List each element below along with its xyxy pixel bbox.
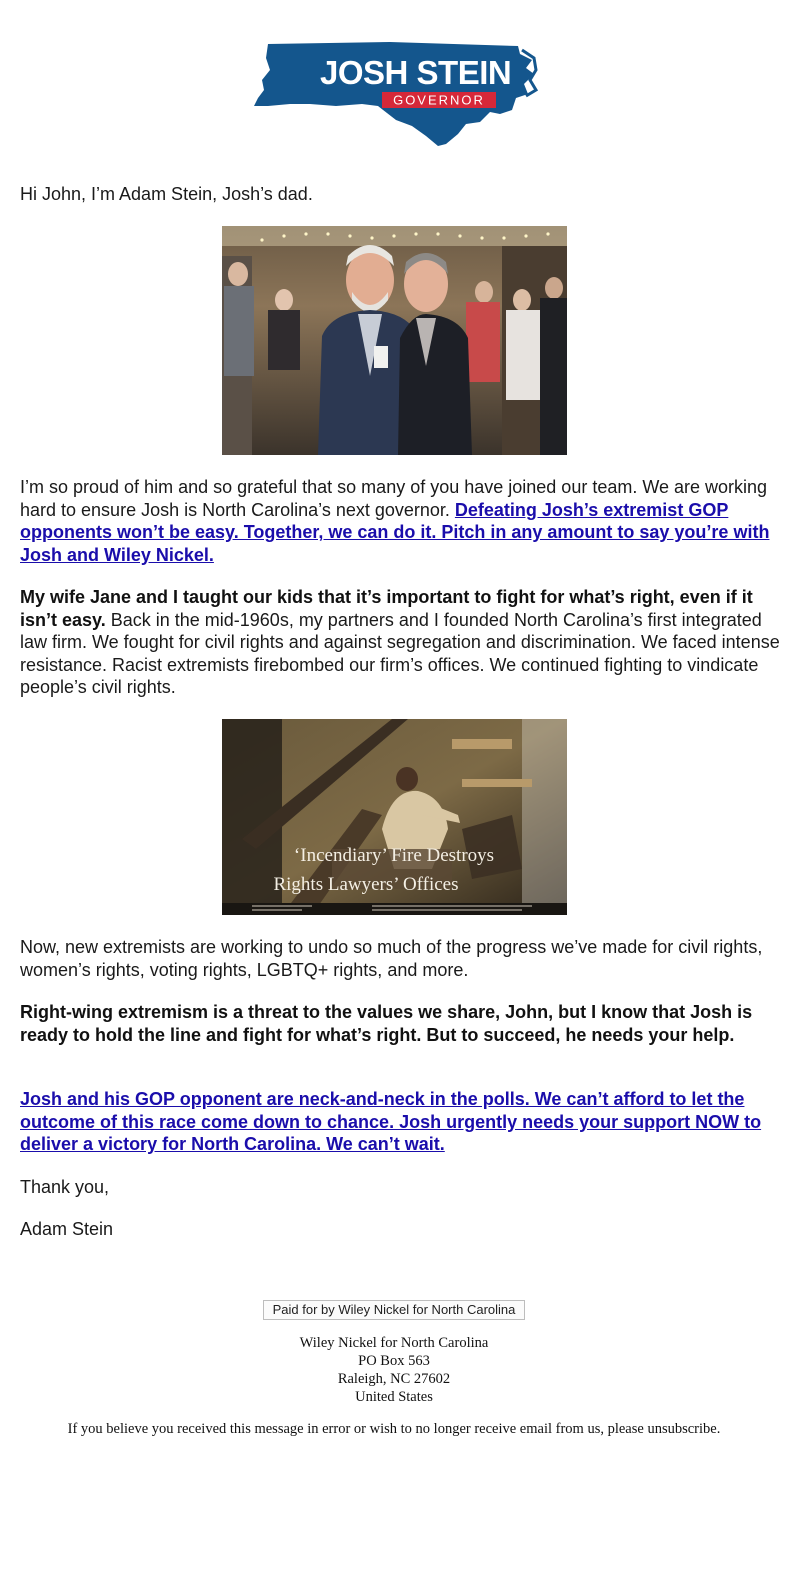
address-line-country: United States: [355, 1389, 433, 1405]
paid-for-disclaimer: Paid for by Wiley Nickel for North Carolina: [263, 1300, 525, 1320]
address-line-pobox: PO Box 563: [358, 1353, 430, 1369]
donate-link-defeating-opponents[interactable]: Defeating Josh’s extremist GOP opponents won’t be easy. Together, we can do it. Pitch in any amount to say you’re with Josh and Wiley Nickel.: [20, 499, 770, 565]
paragraph-threat: [20, 1001, 780, 1046]
newspaper-headline-line2: Rights Lawyers’ Offices: [273, 874, 459, 895]
greeting: Hi John, I’m Adam Stein, Josh’s dad.: [20, 184, 313, 204]
paragraph-new-extremists: Now, new extremists are working to undo so much of the progress we’ve made for civil rights, women’s rights, voting rights, LGBTQ+ rights, and more.: [20, 937, 763, 980]
address-line-org: Wiley Nickel for North Carolina: [299, 1335, 489, 1351]
campaign-logo[interactable]: [250, 40, 540, 150]
paragraph-urgent: [20, 1088, 780, 1156]
photo-josh-and-adam: [222, 226, 567, 455]
paragraph-history: [20, 586, 780, 699]
signature: Adam Stein: [20, 1219, 114, 1239]
unsubscribe-notice[interactable]: If you believe you received this message in error or wish to no longer receive email from us, please unsubscribe.: [67, 1421, 721, 1437]
newspaper-headline-line1: ‘Incendiary’ Fire Destroys: [293, 845, 495, 866]
logo-name-text: JOSH STEIN: [320, 54, 512, 91]
paragraph-intro: [20, 476, 780, 566]
paragraph-history-text: Back in the mid-1960s, my partners and I founded North Carolina’s first integrated law firm. We fought for civil rights and against segregation and discrimination. We faced intense resistance. Racist extremists firebombed our firm’s offices. We continued fighting to vindicate people’s civil rights.: [20, 609, 780, 698]
paragraph-threat-bold: Right-wing extremism is a threat to the values we share, John, but I know that Josh is ready to hold the line and fight for what’s right. But to succeed, he needs your help.: [20, 1002, 753, 1045]
address-line-city: Raleigh, NC 27602: [337, 1371, 451, 1387]
photo-firebombed-office: [222, 719, 567, 915]
paragraph-history-bold: My wife Jane and I taught our kids that it’s important to fight for what’s right, even if it isn’t easy.: [20, 587, 753, 630]
logo-office-text: GOVERNOR: [393, 92, 485, 108]
paragraph-intro-text: I’m so proud of him and so grateful that so many of you have joined our team. We are working hard to ensure Josh is North Carolina’s next governor.: [20, 477, 768, 520]
mailing-address: [0, 1334, 788, 1406]
donate-link-neck-and-neck[interactable]: Josh and his GOP opponent are neck-and-neck in the polls. We can’t afford to let the outcome of this race come down to chance. Josh urgently needs your support NOW to deliver a victory for North Carolina. We can’t wait.: [20, 1089, 762, 1155]
signoff: Thank you,: [20, 1177, 110, 1197]
north-carolina-state-shape: [250, 40, 540, 150]
